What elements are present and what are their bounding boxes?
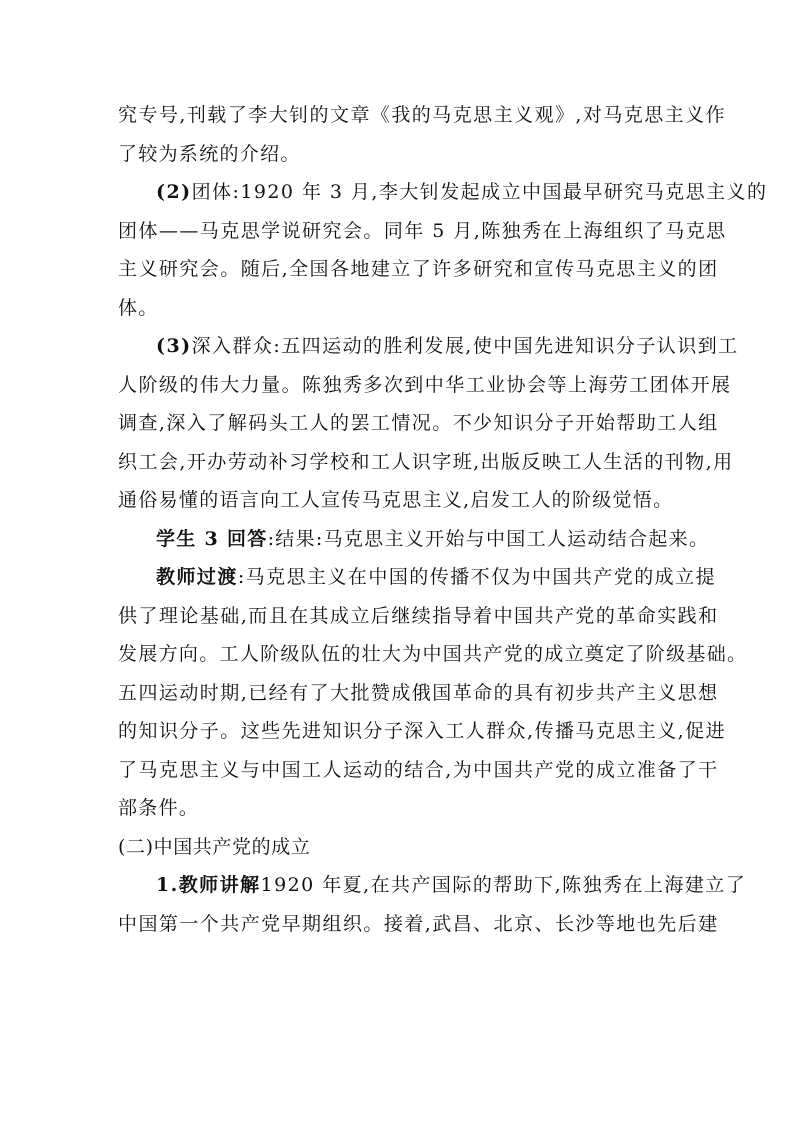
text-line: 部条件。 (118, 797, 200, 819)
text-line (118, 173, 768, 212)
text-line: 团体——马克思学说研究会。同年 5 月,陈独秀在上海组织了马克思 (118, 219, 727, 242)
text-line (118, 558, 717, 597)
text-line (118, 520, 710, 559)
text-line: 究专号,刊载了李大钊的文章《我的马克思主义观》,对马克思主义作 (118, 104, 727, 126)
text-line: 了较为系统的介绍。 (118, 142, 301, 165)
paragraph-student-answer (118, 520, 710, 559)
paragraph-teacher-transition (118, 558, 748, 828)
speaker-label: 1.教师讲解 (156, 874, 261, 896)
text-span: 深入群众:五四运动的胜利发展,使中国先进知识分子认识到工 (191, 335, 739, 357)
paragraph-masses (118, 327, 739, 520)
text-line: 通俗易懂的语言向工人宣传马克思主义,启发工人的阶级觉悟。 (118, 489, 674, 511)
text-line: 了马克思主义与中国工人运动的结合,为中国共产党的成立准备了干 (118, 758, 719, 781)
text-line (118, 327, 739, 366)
text-line: 织工会,开办劳动补习学校和工人识字班,出版反映工人生活的刊物,用 (118, 450, 734, 473)
speaker-label: 学生 3 回答 (156, 527, 268, 550)
section-heading: (二)中国共产党的成立 (118, 835, 311, 858)
text-line: 调查,深入了解码头工人的罢工情况。不少知识分子开始帮助工人组 (118, 412, 719, 434)
text-line: 供了理论基础,而且在其成立后继续指导着中国共产党的革命实践和 (118, 604, 719, 627)
item-label: (3) (156, 335, 192, 357)
paragraph-journal-intro (118, 96, 727, 173)
speaker-label: 教师过渡 (156, 566, 238, 588)
text-line (118, 866, 747, 905)
text-line: 主义研究会。随后,全国各地建立了许多研究和宣传马克思主义的团 (118, 258, 719, 280)
paragraph-organizations (118, 173, 768, 327)
text-span: :马克思主义在中国的传播不仅为中国共产党的成立提 (237, 566, 717, 588)
text-line: 体。 (118, 296, 159, 319)
text-span: :结果:马克思主义开始与中国工人运动结合起来。 (267, 527, 710, 550)
text-line: 人阶级的伟大力量。陈独秀多次到中华工业协会等上海劳工团体开展 (118, 373, 732, 396)
document-page (118, 96, 768, 943)
text-line: 五四运动时期,已经有了大批赞成俄国革命的具有初步共产主义思想 (118, 681, 719, 704)
text-line: 的知识分子。这些先进知识分子深入工人群众,传播马克思主义,促进 (118, 720, 727, 742)
text-line: 中国第一个共产党早期组织。接着,武昌、北京、长沙等地也先后建 (118, 912, 719, 935)
text-span: 团体:1920 年 3 月,李大钊发起成立中国最早研究马克思主义的 (191, 181, 768, 203)
item-label: (2) (156, 181, 192, 203)
paragraph-teacher-lecture (118, 866, 747, 943)
text-span: 1920 年夏,在共产国际的帮助下,陈独秀在上海建立了 (260, 874, 747, 896)
text-line: 发展方向。工人阶级队伍的壮大为中国共产党的成立奠定了阶级基础。 (118, 643, 748, 665)
